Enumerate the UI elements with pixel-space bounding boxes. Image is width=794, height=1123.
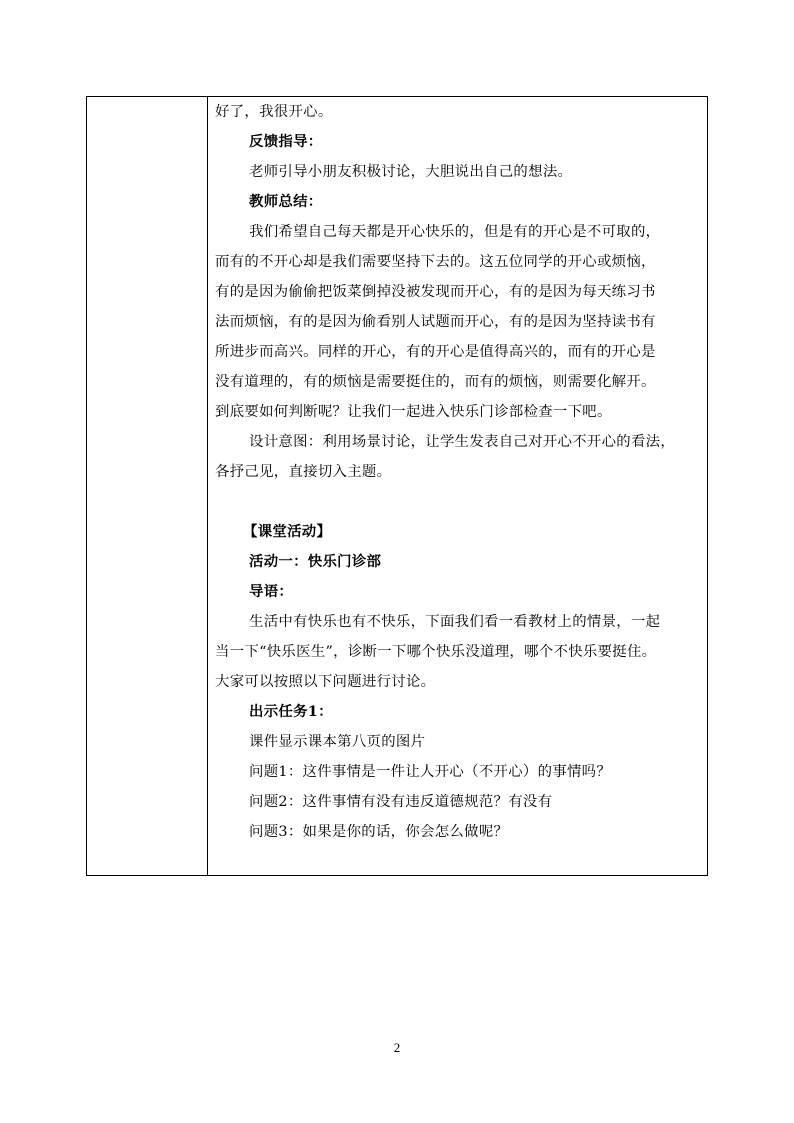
text-line: 而有的不开心却是我们需要坚持下去的。这五位同学的开心或烦恼， (215, 254, 656, 270)
question-line: 问题1：这件事情是一件让人开心（不开心）的事情吗？ (249, 764, 612, 780)
text-line: 当一下“快乐医生”，诊断一下哪个快乐没道理，哪个不快乐要挺住。 (215, 644, 657, 660)
text-line: 到底要如何判断呢？让我们一起进入快乐门诊部检查一下吧。 (215, 404, 612, 420)
text-line: 好了，我很开心。 (215, 104, 333, 120)
text-line: 课件显示课本第八页的图片 (249, 734, 426, 750)
text-line: 各抒己见，直接切入主题。 (215, 464, 392, 480)
text-line: 老师引导小朋友积极讨论，大胆说出自己的想法。 (249, 164, 573, 180)
lesson-content-cell (208, 97, 707, 875)
question-line: 问题2：这件事情有没有违反道德规范？有没有 (249, 794, 553, 810)
blank-line (215, 487, 699, 517)
page-number: 2 (393, 1040, 401, 1055)
section-heading-summary: 教师总结： (249, 193, 323, 210)
text-line: 所进步而高兴。同样的开心，有的开心是值得高兴的，而有的开心是 (215, 344, 656, 360)
text-line: 生活中有快乐也有不快乐，下面我们看一看教材上的情景，一起 (249, 614, 661, 630)
design-intent-line: 设计意图：利用场景讨论，让学生发表自己对开心不开心的看法， (249, 434, 676, 450)
text-line: 大家可以按照以下问题进行讨论。 (215, 674, 436, 690)
text-line: 有的是因为偷偷把饭菜倒掉没被发现而开心，有的是因为每天练习书 (215, 284, 656, 300)
text-line: 没有道理的，有的烦恼是需要挺住的，而有的烦恼，则需要化解开。 (215, 374, 656, 390)
section-heading-feedback: 反馈指导： (249, 133, 323, 150)
section-heading-classroom-activity: 【课堂活动】 (243, 523, 332, 540)
task-heading: 出示任务1： (249, 703, 333, 720)
text-line: 法而烦恼，有的是因为偷看别人试题而开心，有的是因为坚持读书有 (215, 314, 656, 330)
section-heading-intro: 导语： (249, 583, 294, 600)
lesson-table (86, 96, 708, 876)
text-line: 我们希望自己每天都是开心快乐的，但是有的开心是不可取的， (249, 224, 661, 240)
question-line: 问题3：如果是你的话，你会怎么做呢？ (249, 824, 509, 840)
activity-title: 活动一：快乐门诊部 (249, 553, 382, 570)
